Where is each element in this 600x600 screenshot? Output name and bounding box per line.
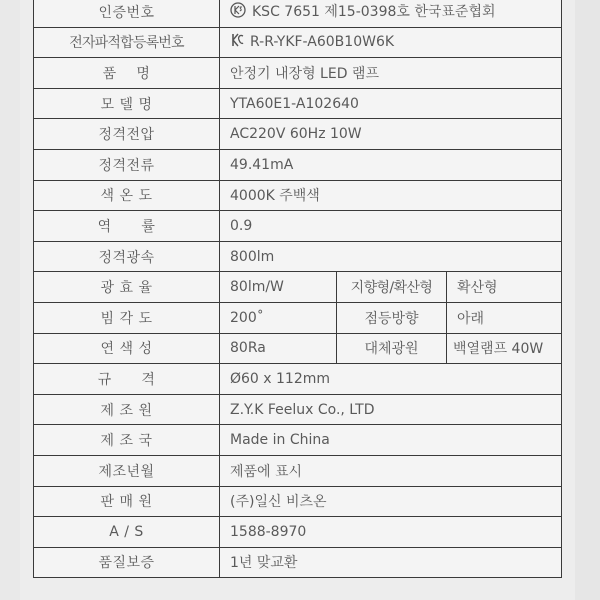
value-dimensions: Ø60 x 112mm: [220, 364, 562, 395]
row-after-service: [34, 517, 562, 548]
label-model-name: 모 델 명: [34, 88, 220, 119]
value-color-temperature: 4000K 주백색: [220, 180, 562, 211]
value-color-rendering: 80Ra: [220, 333, 337, 364]
row-beam-angle: [34, 302, 562, 333]
label-color-temperature: 색 온 도: [34, 180, 220, 211]
value-beam-angle: 200˚: [220, 302, 337, 333]
value-certification-number: [220, 0, 562, 27]
row-color-rendering: [34, 333, 562, 364]
row-dimensions: [34, 364, 562, 395]
label-beam-angle: 빔 각 도: [34, 302, 220, 333]
label-color-rendering: 연 색 성: [34, 333, 220, 364]
row-rated-luminous-flux: [34, 241, 562, 272]
row-manufacture-date: [34, 455, 562, 486]
row-manufacturer: [34, 394, 562, 425]
row-model-name: [34, 88, 562, 119]
row-certification-number: [34, 0, 562, 27]
row-power-factor: [34, 211, 562, 242]
value-product-name: 안정기 내장형 LED 램프: [220, 58, 562, 89]
label-luminous-efficacy: 광 효 율: [34, 272, 220, 303]
value-luminous-efficacy: 80lm/W: [220, 272, 337, 303]
label-rated-voltage: 정격전압: [34, 119, 220, 150]
row-country-of-manufacture: [34, 425, 562, 456]
value-rated-current: 49.41mA: [220, 149, 562, 180]
value-distributor: (주)일신 비츠온: [220, 486, 562, 517]
row-distributor: [34, 486, 562, 517]
value-replacement-source: 백열램프 40W: [447, 333, 562, 364]
value-rated-luminous-flux: 800lm: [220, 241, 562, 272]
background-edge-right: [575, 0, 600, 600]
spec-table: [33, 0, 562, 578]
label-country-of-manufacture: 제 조 국: [34, 425, 220, 456]
row-emc-registration: [34, 27, 562, 58]
value-model-name: YTA60E1-A102640: [220, 88, 562, 119]
row-luminous-efficacy: [34, 272, 562, 303]
row-color-temperature: [34, 180, 562, 211]
label-after-service: A / S: [34, 517, 220, 548]
value-directional-type: 확산형: [447, 272, 562, 303]
label-replacement-source: 대체광원: [337, 333, 447, 364]
value-manufacturer: Z.Y.K Feelux Co., LTD: [220, 394, 562, 425]
row-quality-warranty: [34, 547, 562, 578]
label-distributor: 판 매 원: [34, 486, 220, 517]
label-manufacture-date: 제조년월: [34, 455, 220, 486]
value-manufacture-date: 제품에 표시: [220, 455, 562, 486]
certification-number-text: KSC 7651 제15-0398호 한국표준협회: [252, 4, 496, 21]
value-quality-warranty: 1년 맞교환: [220, 547, 562, 578]
value-rated-voltage: AC220V 60Hz 10W: [220, 119, 562, 150]
label-certification-number: 인증번호: [34, 0, 220, 27]
row-rated-voltage: [34, 119, 562, 150]
label-emc-registration: 전자파적합등록번호: [34, 27, 220, 58]
label-power-factor: 역 률: [34, 211, 220, 242]
value-country-of-manufacture: Made in China: [220, 425, 562, 456]
value-lighting-direction: 아래: [447, 302, 562, 333]
label-manufacturer: 제 조 원: [34, 394, 220, 425]
row-rated-current: [34, 149, 562, 180]
value-power-factor: 0.9: [220, 211, 562, 242]
kc-mark-icon: [230, 32, 244, 52]
label-directional-type: 지향형/확산형: [337, 272, 447, 303]
label-dimensions: 규 격: [34, 364, 220, 395]
label-quality-warranty: 품질보증: [34, 547, 220, 578]
product-spec-label: [33, 0, 561, 578]
ks-certification-mark-icon: [230, 2, 246, 22]
row-product-name: [34, 58, 562, 89]
label-product-name: 품 명: [34, 58, 220, 89]
background-edge-left: [0, 0, 20, 600]
label-rated-current: 정격전류: [34, 149, 220, 180]
label-rated-luminous-flux: 정격광속: [34, 241, 220, 272]
value-after-service: 1588-8970: [220, 517, 562, 548]
label-lighting-direction: 점등방향: [337, 302, 447, 333]
emc-registration-text: R-R-YKF-A60B10W6K: [250, 34, 395, 51]
value-emc-registration: [220, 27, 562, 58]
